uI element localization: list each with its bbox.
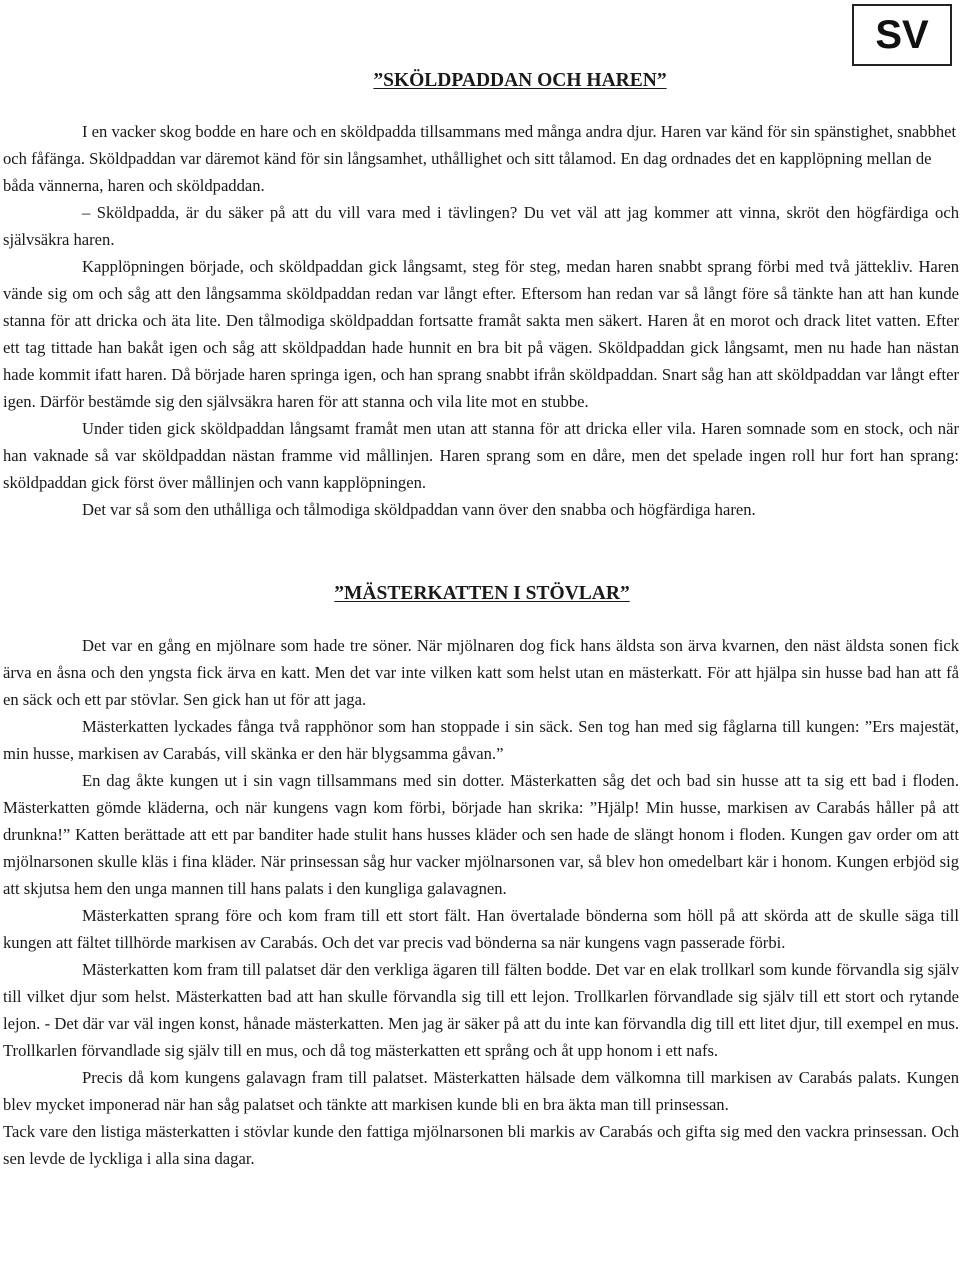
paragraph: Mästerkatten sprang före och kom fram till ett stort fält. Han övertalade bönderna som höll på att skörda att de skulle säga till kungen att fältet tillhörde markisen av Carabás. Och det var precis vad bönderna sa när kungens vagn passerade förbi. xyxy=(3,906,959,952)
story-body-puss-in-boots xyxy=(3,632,959,1172)
story-body-tortoise-hare xyxy=(3,118,959,523)
paragraph: Det var en gång en mjölnare som hade tre söner. När mjölnaren dog fick hans äldsta son ärva kvarnen, den näst äldsta sonen fick ärva en åsna och den yngsta fick ärva en katt. Men det var inte vilken katt som helst utan en mästerkatt. För att hjälpa sin husse bad han att få en säck och ett par stövlar. Sen gick han ut för att jaga. xyxy=(3,636,959,709)
paragraph: En dag åkte kungen ut i sin vagn tillsammans med sin dotter. Mästerkatten såg det och bad sin husse att ta sig ett bad i floden. Mästerkatten gömde kläderna, och när kungens vagn kom förbi, började han skrika: ”Hjälp! Min husse, markisen av Carabás håller på att drunkna!” Katten berättade att ett par banditer hade stulit hans husses kläder och sen hade de slängt honom i floden. Kungen gav order om att mjölnarsonen skulle kläs i fina kläder. När prinsessan såg hur vacker mjölnarsonen var, så blev hon omedelbart kär i honom. Kungen erbjöd sig att skjutsa hem den unga mannen till hans palats i den kungliga galavagnen. xyxy=(3,771,959,898)
paragraph: – Sköldpadda, är du säker på att du vill vara med i tävlingen? Du vet väl att jag kommer att vinna, skröt den högfärdiga och självsäkra haren. xyxy=(3,203,959,249)
paragraph: Tack vare den listiga mästerkatten i stövlar kunde den fattiga mjölnarsonen bli markis av Carabás och gifta sig med den vackra prinsessan. Och sen levde de lyckliga i alla sina dagar. xyxy=(3,1122,959,1168)
paragraph: Kapplöpningen började, och sköldpaddan gick långsamt, steg för steg, medan haren snabbt sprang förbi med två jättekliv. Haren vände sig om och såg att den långsamma sköldpaddan redan var långt efter. Eftersom han redan var så långt före så tänkte han att han kunde stanna för att dricka och äta lite. Den tålmodiga sköldpaddan fortsatte framåt sakta men säkert. Haren åt en morot och drack litet vatten. Efter ett tag tittade han bakåt igen och såg att sköldpaddan hade hunnit en bra bit på vägen. Sköldpaddan gick långsamt, men nu hade han nästan hade kommit ifatt haren. Då började haren springa igen, och han sprang snabbt ifrån sköldpaddan. Snart såg han att sköldpaddan var långt efter igen. Därför bestämde sig den självsäkra haren för att stanna och vila lite mot en stubbe. xyxy=(3,257,959,411)
paragraph: Under tiden gick sköldpaddan långsamt framåt men utan att stanna för att dricka eller vila. Haren somnade som en stock, och när han vaknade så var sköldpaddan nästan framme vid mållinjen. Haren sprang som en dåre, men det spelade ingen roll hur fort han sprang: sköldpaddan gick först över mållinjen och vann kapplöpningen. xyxy=(3,419,959,492)
paragraph: Mästerkatten kom fram till palatset där den verkliga ägaren till fälten bodde. Det var en elak trollkarl som kunde förvandla sig själv till vilket djur som helst. Mästerkatten bad att han skulle förvandla sig till ett lejon. Trollkarlen förvandlade sig själv till ett stort och rytande lejon. - Det där var väl ingen konst, hånade mästerkatten. Men jag är säker på att du inte kan förvandla dig till ett litet djur, till exempel en mus. Trollkarlen förvandlade sig själv till en mus, och då tog mästerkatten ett språng och åt upp honom i ett nafs. xyxy=(3,960,959,1060)
language-badge: SV xyxy=(852,4,952,66)
story-title-puss-in-boots: ”MÄSTERKATTEN I STÖVLAR” xyxy=(334,583,630,604)
paragraph: Det var så som den uthålliga och tålmodiga sköldpaddan vann över den snabba och högfärdiga haren. xyxy=(82,500,756,519)
paragraph: I en vacker skog bodde en hare och en sköldpadda tillsammans med många andra djur. Haren var känd för sin spänstighet, snabbhet och fåfänga. Sköldpaddan var däremot känd för sin långsamhet, uthållighet och sitt tålamod. En dag ordnades det en kapplöpning mellan de båda vännerna, haren och sköldpaddan. xyxy=(3,122,957,195)
story-title-tortoise-hare: ”SKÖLDPADDAN OCH HAREN” xyxy=(373,70,667,91)
paragraph: Mästerkatten lyckades fånga två rapphönor som han stoppade i sin säck. Sen tog han med sig fåglarna till kungen: ”Ers majestät, min husse, markisen av Carabás, vill skänka er den här blygsamma gåvan.” xyxy=(3,717,959,763)
paragraph: Precis då kom kungens galavagn fram till palatset. Mästerkatten hälsade dem välkomna till markisen av Carabás palats. Kungen blev mycket imponerad när han såg palatset och tänkte att markisen kunde bli en bra äkta man till prinsessan. xyxy=(3,1068,959,1114)
